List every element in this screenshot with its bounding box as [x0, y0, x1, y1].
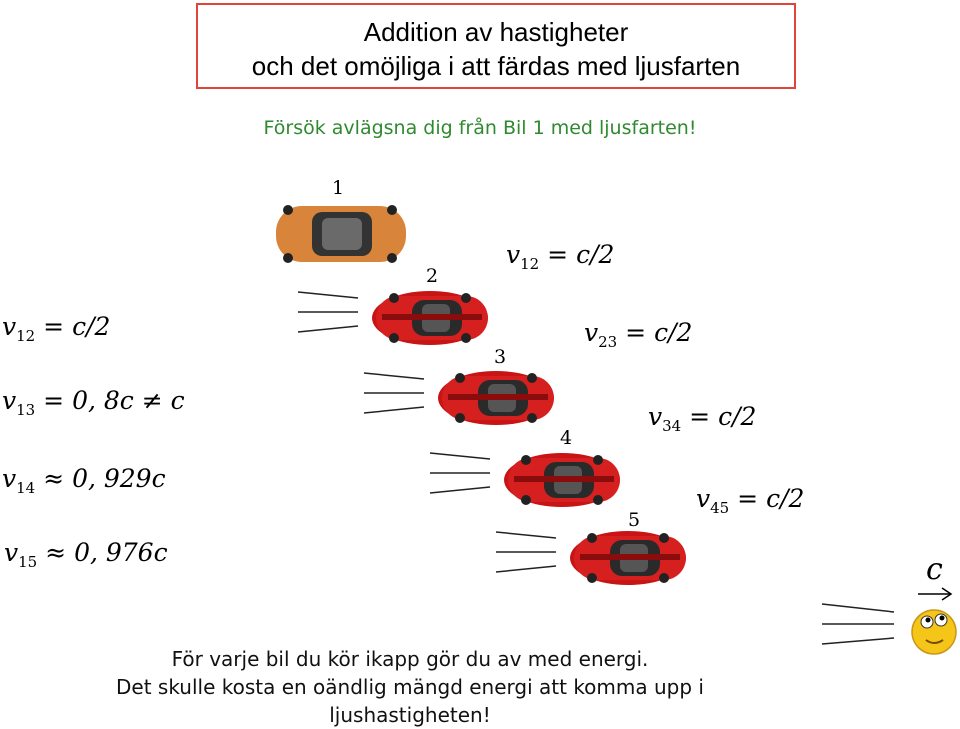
car-5	[570, 531, 686, 585]
car-number-5: 5	[628, 509, 641, 531]
relative-velocity-12: $v_{12} = c/2$	[506, 240, 615, 273]
result-v13: $v_{13} = 0$, 8c ≠ c	[2, 386, 185, 419]
footer-text	[40, 645, 780, 729]
title-line-1: Addition av hastigheter	[363, 17, 629, 47]
speed-lines-light	[822, 604, 894, 644]
result-v15: $v_{15} \approx 0$, 976c	[4, 538, 168, 571]
car-number-1: 1	[332, 177, 345, 199]
smiley-icon	[912, 610, 956, 654]
car-number-3: 3	[494, 346, 507, 368]
light-speed-symbol: c	[926, 552, 943, 587]
relative-velocity-45: $v_{45} = c/2$	[696, 484, 805, 517]
footer-line-2: Det skulle kosta en oändlig mängd energi att komma upp i	[116, 675, 704, 699]
car-number-4: 4	[560, 427, 573, 449]
car-2	[372, 291, 488, 345]
speed-lines-3	[364, 373, 424, 413]
footer-line-1: För varje bil du kör ikapp gör du av med energi.	[171, 647, 649, 671]
title-line-2: och det omöjliga i att färdas med ljusfarten	[251, 51, 741, 81]
speed-lines-2	[298, 292, 358, 332]
car-1	[276, 205, 406, 263]
subtitle: Försök avlägsna dig från Bil 1 med ljusfarten!	[263, 117, 697, 139]
relative-velocity-34: $v_{34} = c/2$	[648, 402, 757, 435]
car-3	[438, 371, 554, 425]
result-v12: $v_{12} = c/2$	[2, 312, 111, 345]
arrow-icon	[918, 588, 951, 600]
speed-lines-4	[430, 453, 490, 493]
car-number-2: 2	[426, 265, 439, 287]
result-v14: $v_{14} \approx 0$, 929c	[2, 464, 166, 497]
footer-line-3: ljushastigheten!	[329, 703, 491, 727]
speed-lines-5	[496, 532, 556, 572]
relative-velocity-23: $v_{23} = c/2$	[584, 318, 693, 351]
car-4	[504, 453, 620, 507]
